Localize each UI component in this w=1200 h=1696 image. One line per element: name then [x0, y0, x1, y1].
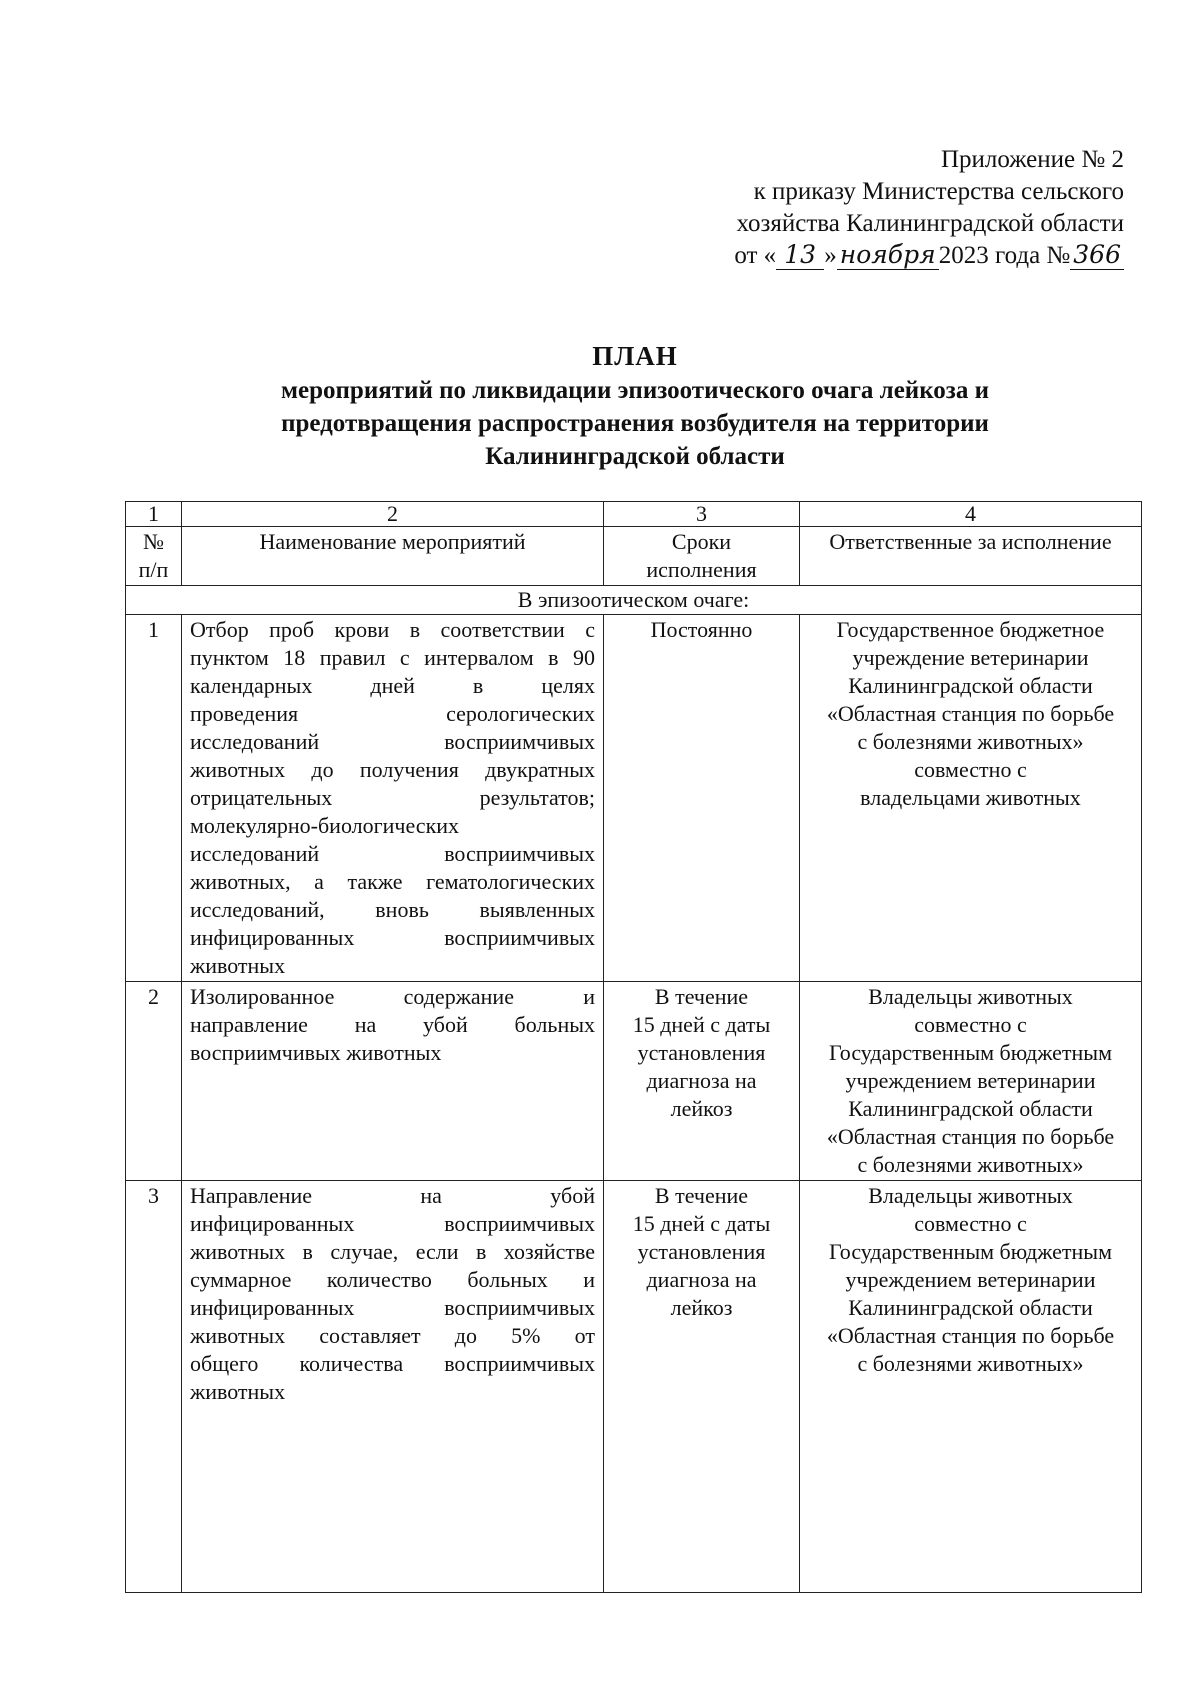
appendix-order-ref: к приказу Министерства сельского	[753, 178, 1124, 205]
activity-line: проведения серологических	[190, 701, 595, 726]
title-line-3: Калининградской области	[485, 443, 785, 470]
responsible-line: Владельцы животных	[868, 1183, 1073, 1208]
table-row	[126, 1181, 1142, 1593]
responsible-line: с болезнями животных»	[857, 1351, 1084, 1376]
activity-line: пунктом 18 правил с интервалом в 90	[190, 645, 595, 670]
column-number: 4	[800, 502, 1142, 527]
activity-line: животных составляет до 5% от	[190, 1323, 595, 1348]
term-line: установления	[637, 1239, 766, 1264]
responsible-line: Государственное бюджетное	[836, 617, 1105, 642]
activity-line: животных	[190, 953, 286, 978]
column-number-row	[126, 502, 1142, 527]
header-responsible: Ответственные за исполнение	[800, 527, 1142, 586]
row-activity	[182, 982, 604, 1181]
responsible-line: совместно с	[914, 1211, 1027, 1236]
activity-line: направление на убой больных	[190, 1012, 595, 1037]
row-activity	[182, 615, 604, 982]
row-responsible	[800, 1181, 1142, 1593]
table-row	[126, 615, 1142, 982]
table-row	[126, 982, 1142, 1181]
responsible-line: Государственным бюджетным	[828, 1239, 1112, 1264]
activity-line: инфицированных восприимчивых	[190, 1211, 595, 1236]
activity-line: инфицированных восприимчивых	[190, 1295, 595, 1320]
responsible-line: учреждением ветеринарии	[845, 1068, 1096, 1093]
term-line: Постоянно	[650, 617, 753, 642]
column-number: 1	[126, 502, 182, 527]
plan-table	[125, 501, 1142, 1593]
activity-line: животных в случае, если в хозяйстве	[190, 1239, 595, 1264]
date-day-handwritten: 13	[776, 241, 824, 270]
row-number: 2	[126, 982, 182, 1181]
activity-line: инфицированных восприимчивых	[190, 925, 595, 950]
date-prefix: от «	[734, 242, 777, 269]
header-num: № п/п	[126, 527, 182, 586]
date-mid: »	[824, 242, 837, 269]
row-activity	[182, 1181, 604, 1593]
activity-line: Изолированное содержание и	[190, 984, 595, 1009]
responsible-line: учреждением ветеринарии	[845, 1267, 1096, 1292]
activity-line: общего количества восприимчивых	[190, 1351, 595, 1376]
column-number: 3	[604, 502, 800, 527]
appendix-ministry: хозяйства Калининградской области	[736, 210, 1124, 237]
title-line-2: предотвращения распространения возбудителя на территории	[281, 410, 989, 437]
activity-line: восприимчивых животных	[190, 1040, 442, 1065]
term-line: 15 дней с даты	[632, 1012, 771, 1037]
title-plan: ПЛАН	[592, 341, 678, 371]
activity-line: молекулярно-биологических	[190, 813, 460, 838]
header-term: Сроки исполнения	[604, 527, 800, 586]
title-line-1: мероприятий по ликвидации эпизоотического очага лейкоза и	[281, 377, 989, 404]
section-row	[126, 586, 1142, 615]
responsible-line: «Областная станция по борьбе	[826, 701, 1115, 726]
responsible-line: «Областная станция по борьбе	[826, 1124, 1115, 1149]
appendix-date-line	[564, 240, 1124, 272]
activity-line: исследований восприимчивых	[190, 729, 595, 754]
activity-line: животных	[190, 1379, 286, 1404]
appendix-number: Приложение № 2	[940, 146, 1124, 173]
row-term	[604, 982, 800, 1181]
responsible-line: совместно с	[914, 757, 1027, 782]
header-row	[126, 527, 1142, 586]
responsible-line: владельцами животных	[860, 785, 1081, 810]
document-title	[120, 338, 1150, 473]
term-line: диагноза на	[646, 1267, 757, 1292]
responsible-line: с болезнями животных»	[857, 729, 1084, 754]
term-line: В течение	[654, 984, 749, 1009]
row-responsible	[800, 982, 1142, 1181]
appendix-header	[564, 144, 1124, 272]
column-number: 2	[182, 502, 604, 527]
term-line: установления	[637, 1040, 766, 1065]
responsible-line: «Областная станция по борьбе	[826, 1323, 1115, 1348]
activity-line: Направление на убой	[190, 1183, 595, 1208]
responsible-line: Калининградской области	[848, 1096, 1093, 1121]
row-number: 3	[126, 1181, 182, 1593]
row-responsible	[800, 615, 1142, 982]
responsible-line: совместно с	[914, 1012, 1027, 1037]
responsible-line: Государственным бюджетным	[828, 1040, 1112, 1065]
activity-line: животных до получения двукратных	[190, 757, 595, 782]
activity-line: исследований восприимчивых	[190, 841, 595, 866]
row-term	[604, 615, 800, 982]
header-name: Наименование мероприятий	[182, 527, 604, 586]
activity-line: животных, а также гематологических	[190, 869, 595, 894]
row-number: 1	[126, 615, 182, 982]
responsible-line: Калининградской области	[848, 1295, 1093, 1320]
section-title: В эпизоотическом очаге:	[126, 586, 1142, 615]
activity-line: исследований, вновь выявленных	[190, 897, 595, 922]
term-line: диагноза на	[646, 1068, 757, 1093]
row-term	[604, 1181, 800, 1593]
activity-line: Отбор проб крови в соответствии с	[190, 617, 595, 642]
activity-line: отрицательных результатов;	[190, 785, 595, 810]
activity-line: суммарное количество больных и	[190, 1267, 595, 1292]
responsible-line: Калининградской области	[848, 673, 1093, 698]
term-line: лейкоз	[670, 1096, 733, 1121]
responsible-line: учреждение ветеринарии	[852, 645, 1089, 670]
term-line: 15 дней с даты	[632, 1211, 771, 1236]
term-line: лейкоз	[670, 1295, 733, 1320]
order-number-handwritten: 366	[1070, 241, 1124, 270]
responsible-line: Владельцы животных	[868, 984, 1073, 1009]
term-line: В течение	[654, 1183, 749, 1208]
date-month-handwritten: ноября	[837, 241, 939, 270]
date-year: 2023 года №	[938, 242, 1071, 269]
activity-line: календарных дней в целях	[190, 673, 595, 698]
responsible-line: с болезнями животных»	[857, 1152, 1084, 1177]
